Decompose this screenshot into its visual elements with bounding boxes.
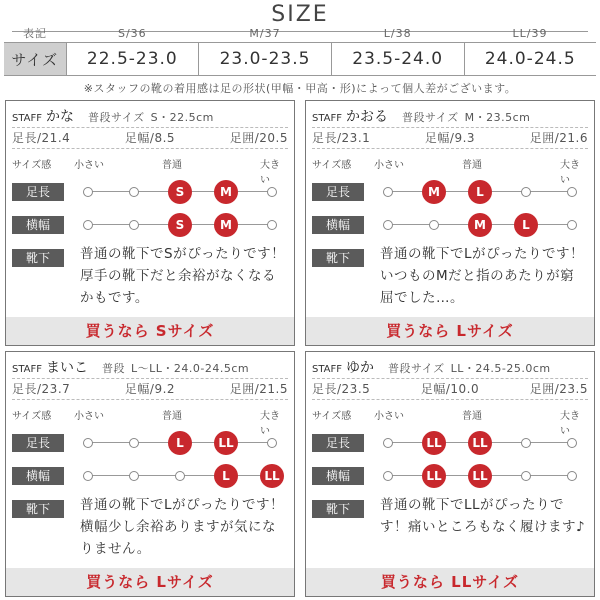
recommended-size: 買うなら LLサイズ	[306, 568, 594, 596]
foot-length: 足長/23.7	[12, 382, 71, 396]
size-mark: M	[468, 213, 492, 237]
size-table-header: S/36	[117, 26, 147, 40]
scale-small: 小さい	[374, 160, 404, 171]
scale-small: 小さい	[74, 160, 104, 171]
usual-size-label: 普段サイズ	[388, 362, 445, 375]
scale-normal: 普通	[462, 411, 482, 422]
slider-dot	[83, 438, 93, 448]
slider-dot	[521, 471, 531, 481]
scale-heading: サイズ感	[312, 411, 352, 422]
scale-big: 大きい	[260, 411, 280, 437]
foot-length: 足長/23.1	[312, 131, 371, 145]
foot-length: 足長/23.5	[312, 382, 371, 396]
foot-width: 足幅/8.5	[124, 131, 176, 145]
staff-card	[305, 100, 595, 346]
slider-dot	[567, 438, 577, 448]
row-tag-width: 横幅	[312, 467, 364, 485]
size-mark: L	[514, 213, 538, 237]
size-mark: L	[468, 180, 492, 204]
slider-dot	[175, 471, 185, 481]
row-tag-length: 足長	[12, 183, 64, 201]
foot-measurements	[312, 380, 588, 398]
size-mark: LL	[214, 431, 238, 455]
scale-big: 大きい	[560, 411, 580, 437]
foot-girth: 足囲/23.5	[529, 382, 588, 396]
slider-dot	[129, 187, 139, 197]
slider-dot	[129, 471, 139, 481]
row-tag-width: 横幅	[312, 216, 364, 234]
row-tag-socks: 靴下	[312, 500, 364, 518]
row-tag-width: 横幅	[12, 467, 64, 485]
usual-size-label: 普段	[102, 362, 126, 375]
scale-small: 小さい	[74, 411, 104, 422]
foot-measurements	[312, 129, 588, 147]
scale-normal: 普通	[162, 160, 182, 171]
scale-big: 大きい	[560, 160, 580, 186]
scale-header	[12, 407, 288, 437]
size-table-cell: 23.0-23.5	[199, 43, 332, 76]
slider-dot	[129, 438, 139, 448]
foot-length: 足長/21.4	[12, 131, 71, 145]
scale-heading: サイズ感	[12, 160, 52, 171]
foot-width: 足幅/10.0	[420, 382, 480, 396]
usual-size-label: 普段サイズ	[88, 111, 145, 124]
scale-header	[312, 156, 588, 186]
foot-girth: 足囲/21.5	[229, 382, 288, 396]
size-mark: M	[214, 180, 238, 204]
divider	[312, 378, 588, 379]
staff-label: STAFF	[312, 364, 343, 375]
slider-dot	[567, 471, 577, 481]
fit-slider-width	[84, 213, 276, 237]
staff-comment: 普通の靴下でLLがぴったりです！痛いところもなく履けます♪	[380, 497, 586, 535]
fit-note: ※スタッフの靴の着用感は足の形状(甲幅・甲高・形)によって個人差がございます。	[83, 82, 517, 95]
size-table-cell: 24.0-24.5	[464, 43, 596, 76]
staff-name: ゆか	[346, 360, 375, 376]
slider-dot	[267, 220, 277, 230]
slider-dot	[383, 438, 393, 448]
usual-size-value: M・23.5cm	[464, 111, 531, 124]
size-table-header-row	[4, 24, 596, 43]
fit-slider-length	[84, 180, 276, 204]
row-tag-length: 足長	[312, 183, 364, 201]
size-mark: LL	[468, 431, 492, 455]
fit-slider-length	[384, 180, 576, 204]
recommended-size: 買うなら Sサイズ	[6, 317, 294, 345]
staff-header	[312, 357, 588, 377]
scale-heading: サイズ感	[312, 160, 352, 171]
foot-measurements	[12, 380, 288, 398]
divider	[312, 127, 588, 128]
slider-dot	[267, 438, 277, 448]
slider-dot	[429, 220, 439, 230]
foot-width: 足幅/9.2	[124, 382, 176, 396]
size-mark: LL	[468, 464, 492, 488]
scale-normal: 普通	[462, 160, 482, 171]
slider-dot	[567, 187, 577, 197]
slider-dot	[383, 471, 393, 481]
staff-name: かおる	[346, 109, 389, 125]
size-mark: S	[168, 213, 192, 237]
recommended-size: 買うなら Lサイズ	[306, 317, 594, 345]
slider-dot	[383, 187, 393, 197]
foot-width: 足幅/9.3	[424, 131, 476, 145]
row-tag-width: 横幅	[12, 216, 64, 234]
slider-dot	[383, 220, 393, 230]
size-table-header: L/38	[383, 26, 412, 40]
divider	[12, 399, 288, 400]
divider	[12, 378, 288, 379]
size-mark: S	[168, 180, 192, 204]
staff-label: STAFF	[312, 113, 343, 124]
slider-dot	[83, 471, 93, 481]
size-mark: LL	[422, 431, 446, 455]
usual-size-label: 普段サイズ	[402, 111, 459, 124]
staff-card	[5, 100, 295, 346]
staff-label: STAFF	[12, 113, 43, 124]
slider-dot	[129, 220, 139, 230]
size-table-header: M/37	[249, 26, 281, 40]
usual-size-value: LL・24.5-25.0cm	[450, 362, 551, 375]
scale-normal: 普通	[162, 411, 182, 422]
fit-slider-length	[84, 431, 276, 455]
size-mark: M	[214, 213, 238, 237]
divider	[12, 127, 288, 128]
staff-name: まいこ	[46, 360, 89, 376]
slider-dot	[521, 187, 531, 197]
usual-size-value: L〜LL・24.0-24.5cm	[131, 362, 250, 375]
size-mark: M	[422, 180, 446, 204]
staff-label: STAFF	[12, 364, 43, 375]
fit-slider-length	[384, 431, 576, 455]
fit-slider-width	[384, 464, 576, 488]
size-mark: LL	[422, 464, 446, 488]
row-tag-length: 足長	[12, 434, 64, 452]
row-tag-socks: 靴下	[12, 500, 64, 518]
foot-girth: 足囲/21.6	[529, 131, 588, 145]
divider	[12, 148, 288, 149]
staff-comment: 普通の靴下でLがぴったりです！横幅少し余裕ありますが気になりません。	[80, 497, 285, 557]
usual-size-value: S・22.5cm	[150, 111, 214, 124]
size-table-cell: 23.5-24.0	[331, 43, 464, 76]
scale-small: 小さい	[374, 411, 404, 422]
staff-name: かな	[46, 109, 75, 125]
slider-dot	[267, 187, 277, 197]
staff-comment: 普通の靴下でSがぴったりです！厚手の靴下だと余裕がなくなるかもです。	[80, 246, 286, 306]
staff-header	[12, 106, 288, 126]
size-mark: L	[168, 431, 192, 455]
row-tag-length: 足長	[312, 434, 364, 452]
size-mark: L	[214, 464, 238, 488]
size-table-cell: 22.5-23.0	[66, 43, 199, 76]
scale-header	[12, 156, 288, 186]
slider-dot	[83, 220, 93, 230]
recommended-size: 買うなら Lサイズ	[6, 568, 294, 596]
slider-dot	[567, 220, 577, 230]
slider-dot	[83, 187, 93, 197]
divider	[312, 399, 588, 400]
divider	[312, 148, 588, 149]
scale-header	[312, 407, 588, 437]
fit-slider-width	[84, 464, 280, 488]
size-table	[4, 24, 596, 76]
staff-comment: 普通の靴下でLがぴったりです！いつものMだと指のあたりが窮屈でした…。	[380, 246, 585, 306]
size-table-row-label: サイズ	[4, 43, 66, 76]
size-mark: LL	[260, 464, 284, 488]
fit-slider-width	[384, 213, 576, 237]
staff-header	[12, 357, 288, 377]
scale-big: 大きい	[260, 160, 280, 186]
staff-card	[305, 351, 595, 597]
size-table-header-label: 表記	[23, 27, 47, 40]
foot-girth: 足囲/20.5	[229, 131, 288, 145]
row-tag-socks: 靴下	[12, 249, 64, 267]
foot-measurements	[12, 129, 288, 147]
page-title: SIZE	[271, 2, 329, 27]
size-table-header: LL/39	[512, 26, 548, 40]
scale-heading: サイズ感	[12, 411, 52, 422]
slider-dot	[521, 438, 531, 448]
row-tag-socks: 靴下	[312, 249, 364, 267]
staff-header	[312, 106, 588, 126]
staff-card	[5, 351, 295, 597]
size-table-value-row	[4, 43, 596, 76]
